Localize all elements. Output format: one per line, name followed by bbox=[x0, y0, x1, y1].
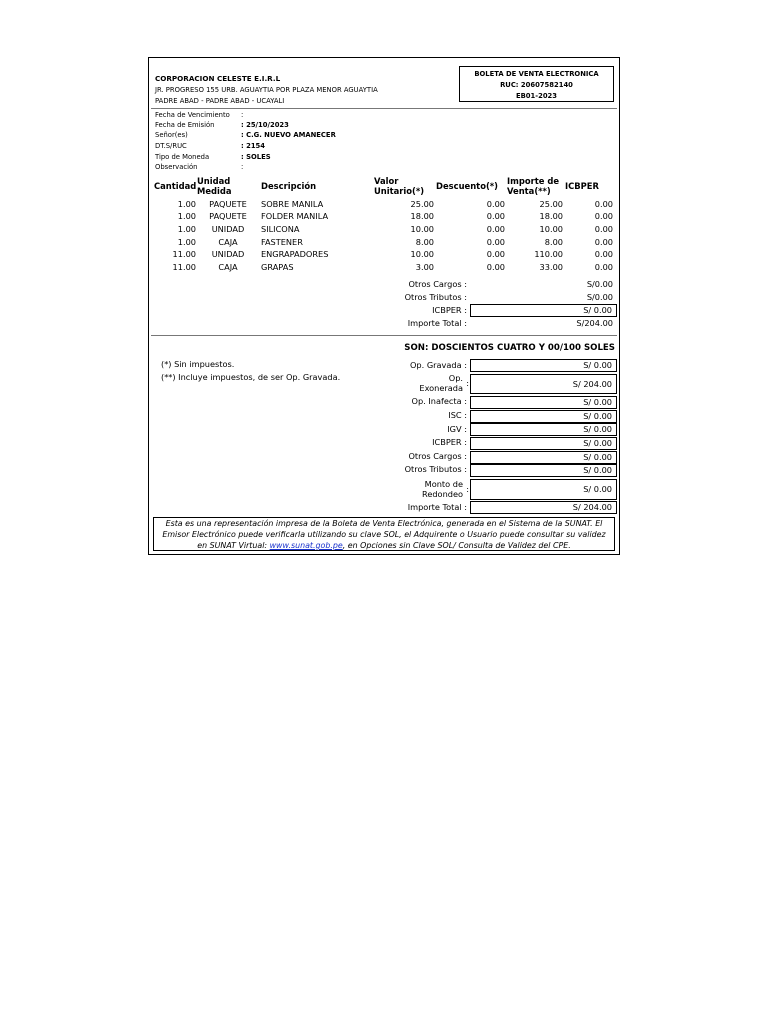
cell-icbper: 0.00 bbox=[594, 224, 613, 234]
otros-tributos-value: S/0.00 bbox=[586, 292, 613, 302]
summary-otros-cargos-label: Otros Cargos : bbox=[408, 451, 467, 461]
cell-importe: 8.00 bbox=[544, 237, 563, 247]
cell-descripcion: SOBRE MANILA bbox=[261, 199, 324, 209]
summary-otros-tributos-label: Otros Tributos : bbox=[404, 464, 467, 474]
cell-icbper: 0.00 bbox=[594, 199, 613, 209]
importe-total-value: S/204.00 bbox=[576, 318, 613, 328]
importe-total-label: Importe Total : bbox=[407, 318, 467, 328]
col-valor-2: Unitario(*) bbox=[374, 186, 425, 196]
monto-redondeo-colon: : bbox=[466, 484, 469, 494]
footer-line3-suffix: , en Opciones sin Clave SOL/ Consulta de Validez del CPE. bbox=[342, 541, 571, 550]
customer-name: : C.G. NUEVO AMANECER bbox=[241, 131, 336, 139]
otros-cargos-value: S/0.00 bbox=[586, 279, 613, 289]
note-sin-impuestos: (*) Sin impuestos. bbox=[161, 359, 235, 369]
footer-line1: Esta es una representación impresa de la Boleta de Venta Electrónica, generada en el Sistema de la SUNAT. El bbox=[165, 519, 603, 528]
col-descripcion: Descripción bbox=[261, 181, 317, 191]
table-row bbox=[149, 262, 619, 274]
table-row bbox=[149, 237, 619, 249]
isc-value: S/ 0.00 bbox=[470, 410, 617, 423]
cell-cantidad: 11.00 bbox=[172, 249, 196, 259]
info-label: Fecha de Emisión bbox=[155, 121, 215, 129]
table-row bbox=[149, 249, 619, 261]
op-exonerada-label-1: Op. bbox=[448, 373, 463, 383]
cell-descripcion: FOLDER MANILA bbox=[261, 211, 329, 221]
cell-importe: 25.00 bbox=[539, 199, 563, 209]
customer-doc: : 2154 bbox=[241, 142, 266, 150]
cell-importe: 110.00 bbox=[534, 249, 563, 259]
cell-valor: 10.00 bbox=[410, 224, 434, 234]
company-address-line2: PADRE ABAD - PADRE ABAD - UCAYALI bbox=[155, 97, 285, 105]
cell-valor: 18.00 bbox=[410, 211, 434, 221]
totals-divider bbox=[151, 335, 617, 336]
cell-cantidad: 11.00 bbox=[172, 262, 196, 272]
op-gravada-label: Op. Gravada : bbox=[409, 360, 467, 370]
monto-redondeo-label-2: Redondeo bbox=[422, 489, 463, 499]
summary-icbper-value: S/ 0.00 bbox=[470, 437, 617, 450]
summary-otros-cargos-value: S/ 0.00 bbox=[470, 451, 617, 464]
col-cantidad: Cantidad bbox=[154, 181, 197, 191]
amount-in-words: SON: DOSCIENTOS CUATRO Y 00/100 SOLES bbox=[404, 343, 615, 353]
info-label: Observación bbox=[155, 163, 198, 171]
op-inafecta-value: S/ 0.00 bbox=[470, 396, 617, 409]
table-row bbox=[149, 224, 619, 236]
otros-cargos-label: Otros Cargos : bbox=[408, 279, 467, 289]
cell-valor: 10.00 bbox=[410, 249, 434, 259]
info-label: DT.S/RUC bbox=[155, 142, 187, 150]
cell-icbper: 0.00 bbox=[594, 237, 613, 247]
cell-descuento: 0.00 bbox=[486, 224, 505, 234]
cell-descuento: 0.00 bbox=[486, 237, 505, 247]
currency: : SOLES bbox=[241, 153, 271, 161]
info-label: Tipo de Moneda bbox=[155, 153, 210, 161]
observation: : bbox=[241, 163, 244, 171]
cell-descripcion: FASTENER bbox=[261, 237, 303, 247]
icbper-value: S/ 0.00 bbox=[470, 304, 617, 317]
op-inafecta-label: Op. Inafecta : bbox=[411, 396, 467, 406]
col-unidad-1: Unidad bbox=[197, 176, 231, 186]
footer-line3-prefix: en SUNAT Virtual: bbox=[197, 541, 270, 550]
cell-unidad: UNIDAD bbox=[211, 224, 245, 234]
op-exonerada-colon: : bbox=[466, 378, 469, 388]
cell-unidad: CAJA bbox=[218, 262, 238, 272]
cell-cantidad: 1.00 bbox=[177, 199, 196, 209]
sunat-link[interactable]: www.sunat.gob.pe bbox=[269, 541, 343, 550]
cell-icbper: 0.00 bbox=[594, 249, 613, 259]
op-gravada-value: S/ 0.00 bbox=[470, 359, 617, 372]
op-exonerada-value: S/ 204.00 bbox=[470, 374, 617, 394]
document-number: EB01-2023 bbox=[515, 92, 558, 100]
document-box bbox=[459, 66, 614, 102]
cell-icbper: 0.00 bbox=[594, 211, 613, 221]
isc-label: ISC : bbox=[448, 410, 467, 420]
cell-cantidad: 1.00 bbox=[177, 237, 196, 247]
cell-descuento: 0.00 bbox=[486, 262, 505, 272]
col-importe-2: Venta(**) bbox=[507, 186, 551, 196]
cell-icbper: 0.00 bbox=[594, 262, 613, 272]
cell-descuento: 0.00 bbox=[486, 211, 505, 221]
monto-redondeo-value: S/ 0.00 bbox=[470, 479, 617, 500]
document-ruc: RUC: 20607582140 bbox=[500, 81, 573, 89]
info-value: : bbox=[241, 111, 244, 119]
cell-importe: 18.00 bbox=[539, 211, 563, 221]
cell-descripcion: SILICONA bbox=[261, 224, 300, 234]
igv-value: S/ 0.00 bbox=[470, 423, 617, 436]
cell-importe: 10.00 bbox=[539, 224, 563, 234]
cell-valor: 3.00 bbox=[415, 262, 434, 272]
summary-importe-total-value: S/ 204.00 bbox=[470, 501, 617, 514]
cell-descuento: 0.00 bbox=[486, 199, 505, 209]
cell-descripcion: ENGRAPADORES bbox=[261, 249, 329, 259]
cell-descripcion: GRAPAS bbox=[261, 262, 294, 272]
table-row bbox=[149, 199, 619, 211]
otros-tributos-label: Otros Tributos : bbox=[404, 292, 467, 302]
summary-otros-tributos-value: S/ 0.00 bbox=[470, 464, 617, 477]
receipt bbox=[148, 57, 620, 555]
col-importe-1: Importe de bbox=[507, 176, 559, 186]
footer-line3 bbox=[154, 540, 614, 551]
table-row bbox=[149, 211, 619, 223]
cell-unidad: PAQUETE bbox=[209, 211, 247, 221]
info-label: Fecha de Vencimiento bbox=[155, 111, 230, 119]
cell-unidad: PAQUETE bbox=[209, 199, 247, 209]
note-incluye-impuestos: (**) Incluye impuestos, de ser Op. Gravada. bbox=[161, 372, 341, 382]
summary-icbper-label: ICBPER : bbox=[432, 437, 467, 447]
cell-unidad: UNIDAD bbox=[211, 249, 245, 259]
col-icbper: ICBPER bbox=[565, 181, 599, 191]
issue-date: : 25/10/2023 bbox=[241, 121, 289, 129]
cell-cantidad: 1.00 bbox=[177, 224, 196, 234]
cell-valor: 8.00 bbox=[415, 237, 434, 247]
col-valor-1: Valor bbox=[374, 176, 399, 186]
footer-line2: Emisor Electrónico puede verificarla utilizando su clave SOL, el Adquirente o Usuario puede consultar su validez bbox=[162, 530, 606, 539]
cell-valor: 25.00 bbox=[410, 199, 434, 209]
igv-label: IGV : bbox=[447, 424, 467, 434]
monto-redondeo-label-1: Monto de bbox=[424, 479, 463, 489]
op-exonerada-label-2: Exonerada bbox=[419, 383, 463, 393]
icbper-label: ICBPER : bbox=[432, 305, 467, 315]
summary-importe-total-label: Importe Total : bbox=[407, 502, 467, 512]
col-unidad-2: Medida bbox=[197, 186, 232, 196]
cell-cantidad: 1.00 bbox=[177, 211, 196, 221]
legal-footer bbox=[153, 517, 615, 551]
info-label: Señor(es) bbox=[155, 131, 188, 139]
col-descuento: Descuento(*) bbox=[436, 181, 498, 191]
header-divider bbox=[151, 108, 617, 109]
cell-unidad: CAJA bbox=[218, 237, 238, 247]
cell-descuento: 0.00 bbox=[486, 249, 505, 259]
document-type: BOLETA DE VENTA ELECTRONICA bbox=[474, 70, 599, 78]
company-address-line1: JR. PROGRESO 155 URB. AGUAYTIA POR PLAZA MENOR AGUAYTIA bbox=[155, 86, 378, 94]
cell-importe: 33.00 bbox=[539, 262, 563, 272]
company-name: CORPORACION CELESTE E.I.R.L bbox=[155, 74, 281, 83]
